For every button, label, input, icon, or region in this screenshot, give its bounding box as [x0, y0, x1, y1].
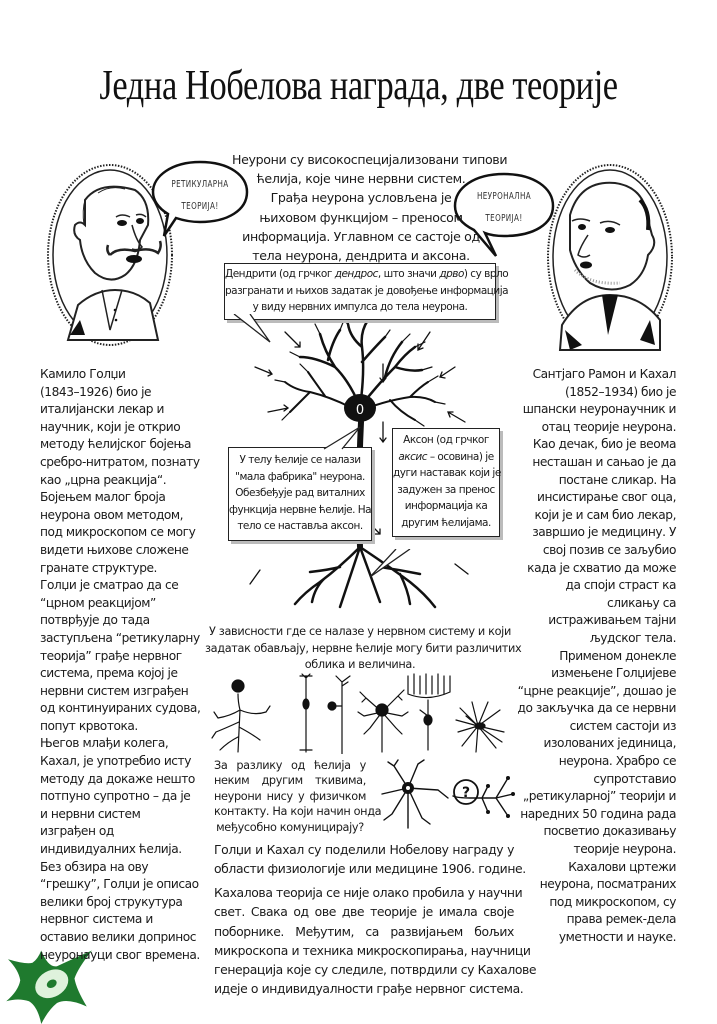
body-box-line: Обезбеђује рад виталних — [235, 487, 365, 499]
nobel-line: области физиологије или медицине 1906. године. — [214, 861, 526, 877]
cajal-line: завршио је медицину. У — [532, 525, 676, 540]
golgi-line: “грешку”, Голџи је описао — [40, 877, 199, 892]
question-line: контакту. На који начин онда — [214, 805, 382, 819]
body-box-line: "мала фабрика" неурона. — [235, 470, 365, 483]
golgi-line: теорија” грађе нервног — [40, 648, 182, 663]
axon-box-pointer — [368, 549, 418, 579]
cajal-bubble-line2: ТЕОРИЈА! — [485, 213, 523, 224]
golgi-line: оставио велики допринос — [40, 930, 196, 944]
closing-line: поборнике. Међутим, са развијањем бољих — [214, 923, 514, 939]
cajal-line: изолованих јединица, — [543, 736, 676, 751]
question-line: неурони нису у физичком — [214, 789, 366, 803]
dendrite-info-box — [224, 263, 509, 320]
golgi-line: сребро-нитратом, познату — [40, 454, 200, 469]
golgi-line: под микроскопом се могу — [40, 525, 196, 540]
cajal-line: под микроскопом, су — [549, 894, 676, 909]
dendrite-text: ) су врло — [463, 268, 509, 280]
closing-line: свет. Свака од ове две теорије је имала своје — [214, 904, 514, 920]
intro-line: Грађа неурона условљена је — [270, 190, 452, 206]
cajal-line: инсистирање свог оца, — [536, 490, 676, 505]
aksis-term: аксис — [398, 450, 427, 463]
cajal-line: “црне реакције”, дошао је — [517, 683, 676, 698]
body-box-line: тело се наставља аксон. — [237, 520, 363, 532]
nobel-prize-text — [214, 840, 526, 879]
closing-line: генерација које су следиле, потврдили су Кахалове — [214, 962, 537, 978]
dendrite-text: Дендрити (од грчког — [225, 268, 335, 280]
golgi-line: Камило Голџи — [40, 367, 126, 381]
page-title: Једна Нобелова награда, две теорије — [99, 63, 618, 109]
golgi-line: италијански лекар и — [40, 402, 164, 417]
cajal-line: несташан и сањао је да — [532, 454, 676, 469]
cajal-line: свој позив се заљубио — [542, 542, 676, 557]
axon-box-line: другим ћелијама. — [401, 516, 491, 529]
golgi-line: заступљена “ретикуларну — [40, 630, 200, 645]
cajal-line: истраживањем тајни — [548, 613, 676, 628]
cajal-line: до закључка да се нервни — [517, 701, 676, 716]
golgi-line: (1843–1926) био је — [40, 384, 152, 399]
cajal-bubble-line1: НЕУРОНАЛНА — [476, 191, 532, 202]
cajal-line: уметности и науке. — [558, 930, 676, 944]
cajal-line: „ретикуларној” теорији и — [522, 789, 676, 804]
golgi-line: и нервни систем — [40, 806, 141, 821]
axon-box-line: дуги наставак који је — [393, 467, 501, 479]
golgi-bubble-line2: ТЕОРИЈА! — [181, 201, 219, 212]
caption-line: облика и величина. — [304, 658, 416, 671]
question-line: За разлику од ћелија у — [214, 759, 366, 772]
cajal-line: Као дечак, био је веома — [532, 437, 676, 452]
cajal-line: када је схватио да може — [527, 560, 676, 575]
dendrite-box-line3: у виду нервних импулса до тела неурона. — [252, 301, 468, 313]
golgi-line: Његов млађи колега, — [40, 736, 169, 751]
golgi-line: велики број струкутура — [40, 894, 183, 909]
dendrite-text: , што значи — [377, 268, 440, 280]
golgi-line: као „црна реакција“. — [40, 472, 167, 487]
cajal-line: да споји страст ка — [565, 578, 676, 593]
cajal-line: неурона, посматраних — [539, 877, 676, 892]
body-box-pointer — [320, 425, 370, 451]
axon-box-line: задужен за пренос — [397, 483, 495, 496]
intro-line: ћелија, које чине нервни систем. — [256, 171, 466, 187]
cajal-line: отац теорије неурона. — [541, 419, 676, 434]
cajal-line: шпански неуронаучник и — [522, 402, 676, 417]
golgi-line: потпуно супротно – да је — [40, 789, 191, 804]
golgi-line: Кахал, је употребио исту — [40, 754, 191, 769]
dendrite-box-line2: разгранати и њихов задатак је довођење информација — [225, 284, 509, 297]
golgi-line: попут крвотока. — [40, 718, 138, 733]
cajal-line: Кахалови цртежи — [568, 859, 676, 874]
golgi-line: индивидуалних ћелија. — [40, 842, 182, 857]
golgi-line: научник, који је открио — [40, 419, 181, 434]
closing-line: микроскопа и техника микроскопирања, научници — [214, 942, 531, 958]
golgi-line: Без обзира на ову — [40, 859, 149, 874]
cajal-portrait — [540, 155, 680, 360]
soma-label: 0 — [355, 403, 365, 418]
golgi-line: гранате структуре. — [40, 560, 157, 575]
intro-line: тела неурона, дендрита и аксона. — [252, 248, 470, 264]
intro-line: информација. Углавном се састоје од — [242, 228, 480, 244]
intro-line: њиховом функцијом – преносом — [259, 209, 463, 225]
cell-body-info-box — [228, 447, 372, 541]
synapse-question — [214, 758, 382, 835]
golgi-line: Бојењем малог броја — [40, 490, 166, 505]
golgi-line: видети њихове сложене — [40, 542, 189, 557]
cajal-line: супротставио — [593, 771, 676, 786]
cajal-line: посветио доказивању — [543, 824, 676, 839]
axon-box-line2 — [393, 449, 499, 466]
cajal-line: сликању са — [607, 595, 676, 610]
bipolar-neuron — [300, 674, 312, 752]
cajal-line: систем састоји из — [569, 718, 676, 733]
caption-line: У зависности где се налазе у нервном систему и који — [209, 625, 511, 638]
golgi-line: нервни систем изграђен — [40, 683, 189, 698]
body-box-line: функција нервне ћелије. На — [229, 503, 372, 516]
nobel-line: Голџи и Кахал су поделили Нобелову награду у — [214, 842, 514, 857]
intro-line: Неурони су високоспецијализовани типови — [232, 152, 508, 167]
cajal-biography — [498, 366, 676, 947]
golgi-line: Голџи је сматрао да се — [40, 578, 179, 593]
golgi-line: неуронауци свог времена. — [40, 947, 200, 962]
neuron-shapes-caption — [205, 624, 522, 674]
golgi-line: методу ћелијског бојења — [40, 437, 192, 452]
golgi-line: система, према којој је — [40, 666, 178, 681]
synapse-illustration — [378, 758, 518, 838]
golgi-line: нервног система и — [40, 912, 153, 927]
purkinje-neuron — [408, 674, 450, 750]
cajal-line: постане сликар. На — [558, 472, 676, 487]
cajal-line: наредних 50 година рада — [520, 806, 676, 821]
dendros-term: дендрос — [334, 268, 378, 280]
cajal-line: (1852–1934) био је — [564, 384, 676, 399]
cajal-line: измењене Голџијеве — [551, 666, 676, 681]
axon-text: – осовина) је — [426, 450, 494, 463]
question-line: неким другим ткивима, — [214, 774, 366, 788]
cajal-line: људског тела. — [589, 630, 676, 645]
neuron-types-illustration — [210, 672, 510, 754]
golgi-line: од континуираних судова, — [40, 701, 201, 716]
cajal-line: теорије неурона. — [573, 842, 676, 857]
body-box-line: У телу ћелије се налази — [239, 454, 361, 466]
axon-box-line: информација ка — [404, 500, 488, 512]
closing-text — [214, 883, 537, 999]
cajal-line: неурона. Храбро се — [558, 754, 676, 769]
dendrite-box-pointer — [232, 314, 282, 346]
golgi-line: потврђује до тада — [40, 613, 150, 628]
golgi-biography — [40, 366, 215, 964]
dendrite-box-line1 — [225, 266, 509, 283]
closing-line: Кахалова теорија се није олако пробила у научни — [214, 885, 523, 900]
closing-line: идеје о индивидуалности грађе нервног система. — [214, 981, 524, 997]
caption-line: задатак обављају, нервне ћелије могу бити различитих — [205, 641, 522, 655]
cajal-line: Применом донекле — [559, 648, 676, 663]
cajal-line: Сантјаго Рамон и Кахал — [532, 367, 676, 381]
golgi-line: “црном реакцијом” — [40, 595, 156, 610]
question-line: међусобно комуницирају? — [216, 820, 364, 834]
axon-box-line1: Аксон (од грчког — [403, 434, 489, 446]
cajal-line: права ремек-дела — [566, 912, 676, 927]
axon-info-box — [392, 428, 500, 537]
golgi-line: методу да докаже нешто — [40, 771, 195, 786]
golgi-bubble-line1: РЕТИКУЛАРНА — [171, 179, 229, 190]
golgi-bubble-text — [164, 174, 236, 218]
pseudounipolar-neuron — [212, 680, 270, 752]
golgi-line: неурона овом методом, — [40, 507, 184, 522]
question-mark-icon: ? — [461, 785, 471, 801]
multipolar-neuron — [358, 690, 408, 752]
golgi-line: изграђен од — [40, 824, 114, 839]
cajal-line: који је и сам био лекар, — [534, 507, 676, 522]
unipolar-branch-neuron — [328, 676, 350, 754]
drvo-term: дрво — [439, 268, 464, 280]
astrocyte-like-neuron — [456, 702, 504, 752]
